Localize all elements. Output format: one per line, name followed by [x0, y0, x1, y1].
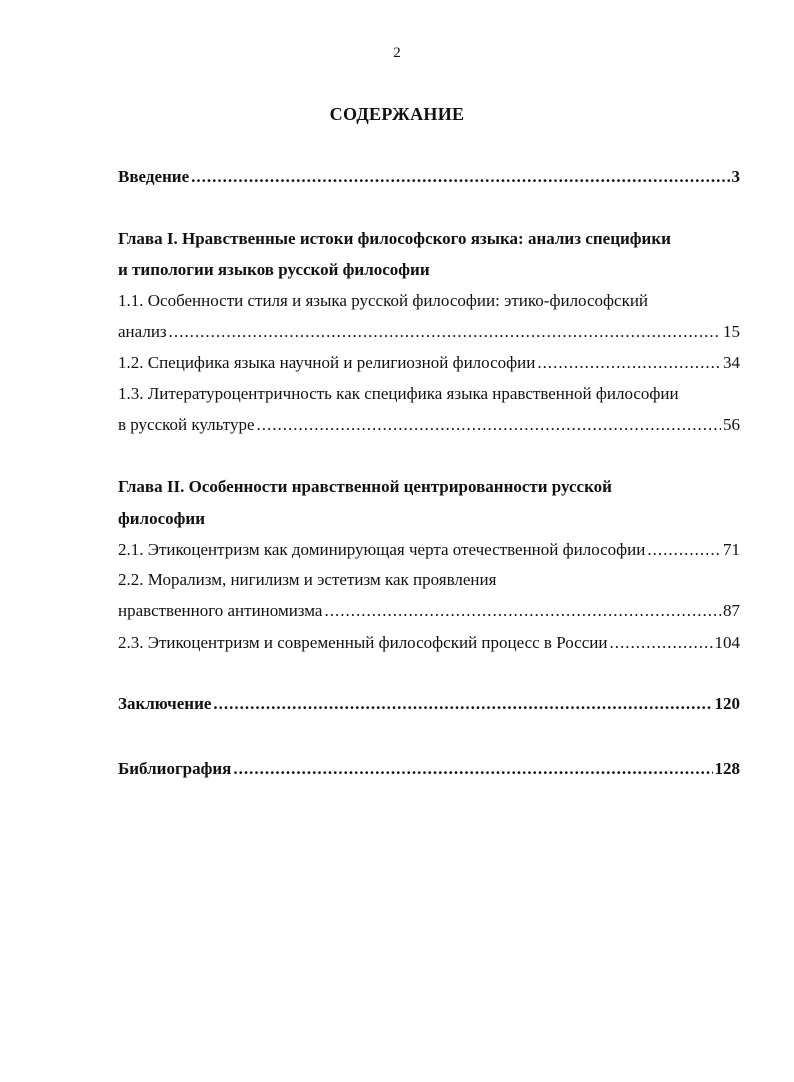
toc-entry-1-3-line-1[interactable]: 1.3. Литературоцентричность как специфика языка нравственной философии [118, 384, 679, 403]
toc-entry-1-3[interactable] [118, 413, 740, 437]
toc-entry-label: Введение [118, 167, 190, 186]
toc-entry-label: 1.2. Специфика языка научной и религиозной философии [118, 353, 536, 372]
dot-leader [257, 413, 722, 437]
toc-page-number: 71 [723, 540, 740, 559]
toc-entry-label: 2.1. Этикоцентризм как доминирующая черта отечественной философии [118, 540, 646, 559]
dot-leader [647, 538, 721, 562]
chapter-1-title-line-2[interactable]: и типологии языков русской философии [118, 260, 430, 279]
dot-leader [233, 757, 712, 781]
chapter-2-title-line-1[interactable]: Глава II. Особенности нравственной центрированности русской [118, 477, 612, 496]
toc-page-number: 3 [731, 167, 740, 186]
dot-leader [169, 320, 721, 344]
toc-page-number: 87 [723, 601, 740, 620]
toc-entry-1-1-line-1[interactable]: 1.1. Особенности стиля и языка русской философии: этико-философский [118, 291, 649, 310]
toc-entry-label: 2.3. Этикоцентризм и современный философский процесс в России [118, 633, 608, 652]
toc-entry-introduction[interactable] [118, 165, 740, 189]
toc-page-number: 15 [723, 322, 740, 341]
chapter-1-title-line-1[interactable]: Глава I. Нравственные истоки философского языка: анализ специфики [118, 229, 671, 248]
chapter-2-title-line-2[interactable]: философии [118, 509, 205, 528]
dot-leader [213, 692, 712, 716]
toc-entry-label: Библиография [118, 759, 232, 778]
toc-entry-label: Заключение [118, 694, 212, 713]
toc-page-number: 56 [723, 415, 740, 434]
dot-leader [537, 351, 721, 375]
toc-page-number: 128 [714, 759, 740, 778]
dot-leader [191, 165, 729, 189]
toc-entry-2-2[interactable] [118, 599, 740, 623]
toc-entry-label: нравственного антиномизма [118, 601, 323, 620]
dot-leader [609, 631, 712, 655]
page-number: 2 [393, 45, 401, 61]
toc-entry-2-3[interactable] [118, 631, 740, 655]
toc-page-number: 120 [714, 694, 740, 713]
toc-entry-label: в русской культуре [118, 415, 255, 434]
toc-entry-1-1[interactable] [118, 320, 740, 344]
toc-entry-1-2[interactable] [118, 351, 740, 375]
toc-entry-2-1[interactable] [118, 538, 740, 562]
toc-entry-label: анализ [118, 322, 167, 341]
table-of-contents [118, 0, 740, 1082]
toc-page-number: 34 [723, 353, 740, 372]
dot-leader [324, 599, 721, 623]
toc-entry-2-2-line-1[interactable]: 2.2. Морализм, нигилизм и эстетизм как проявления [118, 570, 497, 589]
toc-entry-bibliography[interactable] [118, 757, 740, 781]
page-title: СОДЕРЖАНИЕ [329, 104, 465, 124]
toc-page-number: 104 [714, 633, 740, 652]
toc-entry-conclusion[interactable] [118, 692, 740, 716]
